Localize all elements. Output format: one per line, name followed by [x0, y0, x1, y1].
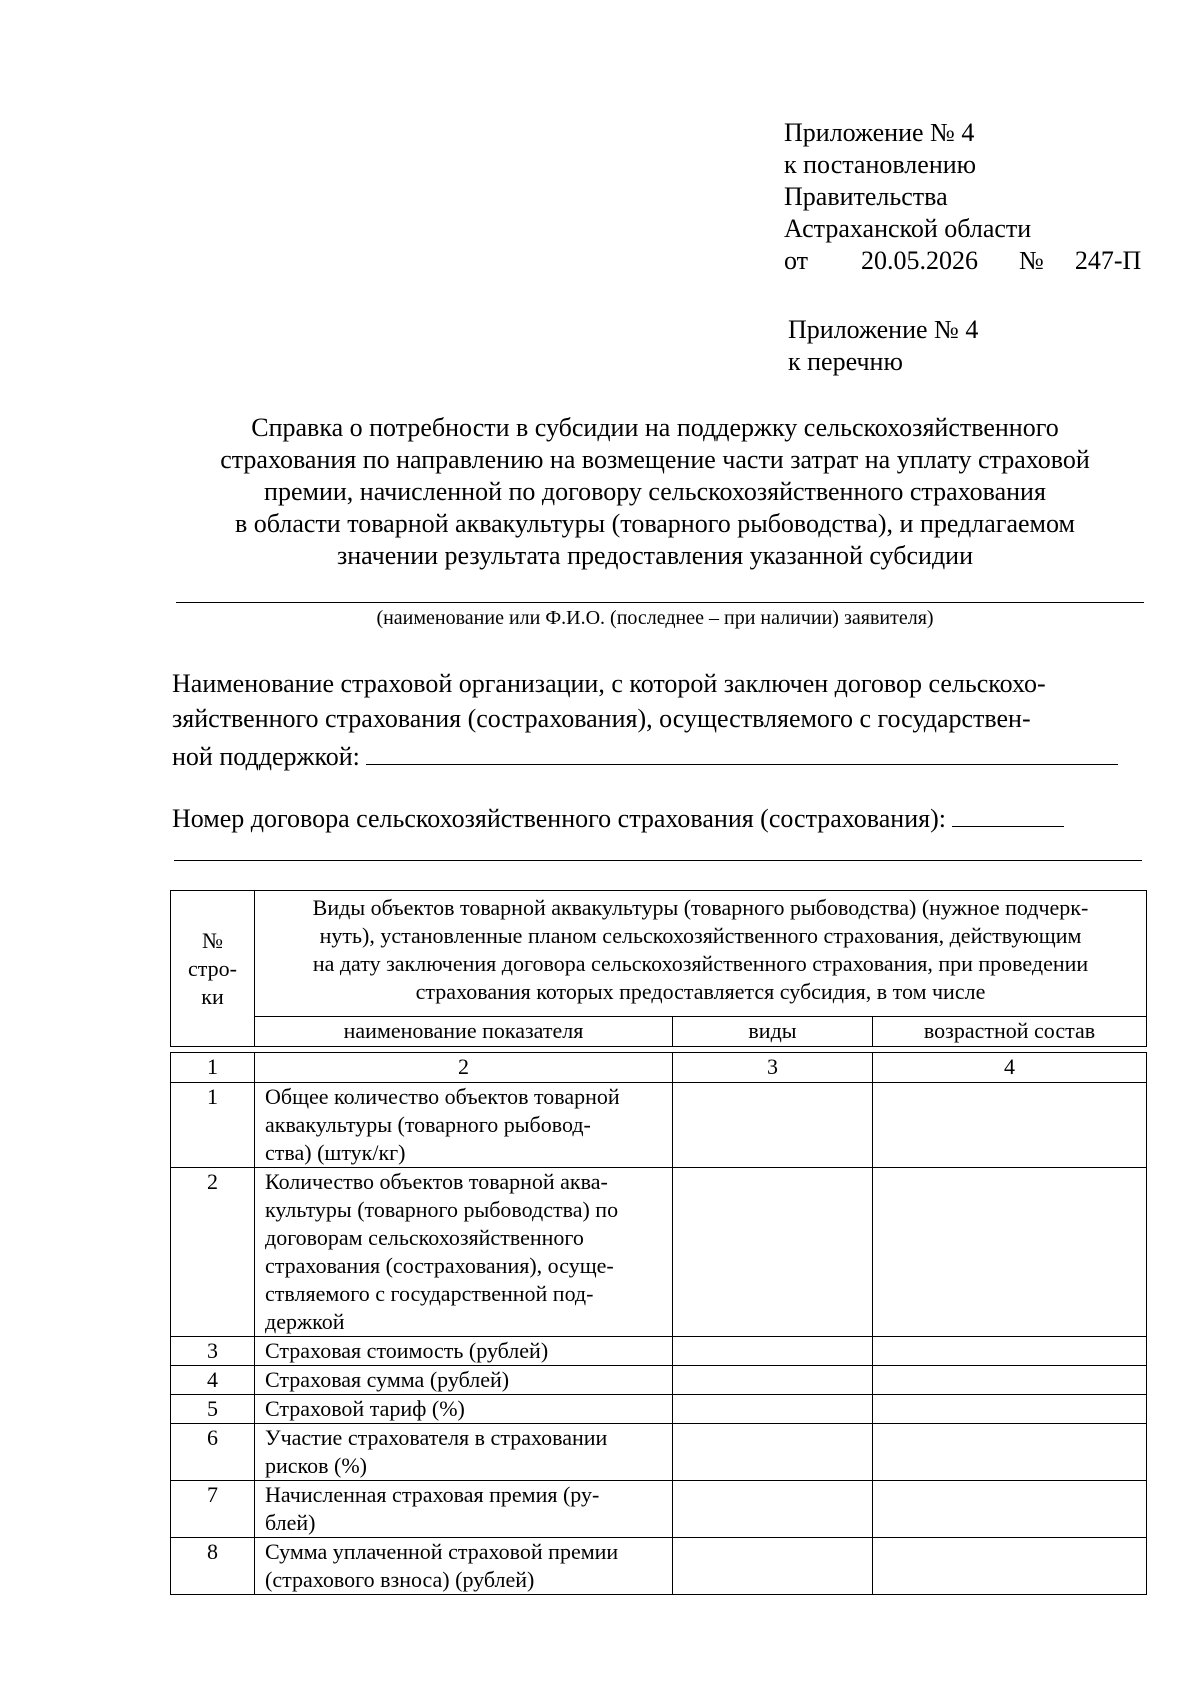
- indicator-name-line: Начисленная страховая премия (ру-: [265, 1482, 600, 1507]
- column-number: 3: [673, 1053, 873, 1083]
- table-row: [171, 1168, 1147, 1337]
- header-main-line: Виды объектов товарной аквакультуры (товарного рыбоводства) (нужное подчерк-: [312, 895, 1089, 920]
- indicator-name-line: Сумма уплаченной страховой премии: [265, 1539, 619, 1564]
- indicator-name-line: ствляемого с государственной под-: [265, 1281, 594, 1306]
- age-composition-cell[interactable]: [873, 1395, 1147, 1424]
- insurer-line-last: [172, 738, 1118, 773]
- appendix-line: Приложение № 4: [788, 315, 979, 344]
- number-prefix: №: [1019, 246, 1044, 275]
- appendix-line: Правительства: [784, 182, 948, 211]
- age-composition-cell[interactable]: [873, 1337, 1147, 1366]
- age-composition-cell[interactable]: [873, 1424, 1147, 1481]
- title-line: в области товарной аквакультуры (товарного рыбоводства), и предлагаемом: [235, 509, 1075, 538]
- row-number: 5: [171, 1395, 255, 1424]
- title-line: страхования по направлению на возмещение части затрат на уплату страховой: [220, 445, 1090, 474]
- indicator-name: [255, 1395, 673, 1424]
- indicator-name-line: Страховая стоимость (рублей): [265, 1338, 549, 1363]
- row-number: 3: [171, 1337, 255, 1366]
- applicant-caption: (наименование или Ф.И.О. (последнее – при наличии) заявителя): [376, 607, 934, 629]
- title-line: премии, начисленной по договору сельскохозяйственного страхования: [264, 477, 1046, 506]
- resolution-date: 20.05.2026: [861, 246, 979, 275]
- column-number: 1: [171, 1053, 255, 1083]
- header-main-line: на дату заключения договора сельскохозяйственного страхования, при проведении: [312, 951, 1089, 976]
- indicator-name-line: Количество объектов товарной аква-: [265, 1169, 608, 1194]
- title-line: Справка о потребности в субсидии на поддержку сельскохозяйственного: [251, 413, 1059, 442]
- types-cell[interactable]: [673, 1337, 873, 1366]
- subheader-types: виды: [673, 1017, 873, 1047]
- indicator-name-line: страхования (сострахования), осуще-: [265, 1253, 614, 1278]
- indicator-name: [255, 1168, 673, 1337]
- indicator-name-line: аквакультуры (товарного рыбовод-: [265, 1112, 591, 1137]
- subsidy-table: [170, 890, 1147, 1595]
- header-main: [255, 891, 1147, 1017]
- appendix-line: Астраханской области: [784, 214, 1032, 243]
- age-composition-cell[interactable]: [873, 1366, 1147, 1395]
- types-cell[interactable]: [673, 1168, 873, 1337]
- indicator-name-line: Участие страхователя в страховании: [265, 1425, 608, 1450]
- appendix-line: к постановлению: [784, 150, 977, 179]
- row-number: 7: [171, 1481, 255, 1538]
- indicator-name: [255, 1366, 673, 1395]
- indicator-name-line: держкой: [265, 1309, 345, 1334]
- table-row: [171, 1395, 1147, 1424]
- column-number: 2: [255, 1053, 673, 1083]
- indicator-name-line: (страхового взноса) (рублей): [265, 1567, 535, 1592]
- types-cell[interactable]: [673, 1481, 873, 1538]
- age-composition-cell[interactable]: [873, 1083, 1147, 1168]
- appendix-line: Приложение № 4: [784, 118, 975, 147]
- types-cell[interactable]: [673, 1366, 873, 1395]
- indicator-name: [255, 1337, 673, 1366]
- table-row: [171, 1424, 1147, 1481]
- indicator-name: [255, 1481, 673, 1538]
- insurer-name-field[interactable]: [366, 738, 1118, 765]
- contract-number-field-continuation[interactable]: [174, 860, 1142, 861]
- header-row-number: [171, 891, 255, 1047]
- contract-number-line: [172, 800, 1064, 835]
- age-composition-cell[interactable]: [873, 1538, 1147, 1595]
- row-number: 2: [171, 1168, 255, 1337]
- indicator-name-line: рисков (%): [265, 1453, 367, 1478]
- appendix-header: [784, 117, 1141, 277]
- title-line: значении результата предоставления указанной субсидии: [337, 541, 973, 570]
- document-title: [160, 412, 1150, 572]
- indicator-name: [255, 1424, 673, 1481]
- contract-number-field[interactable]: [952, 800, 1064, 827]
- date-prefix: от: [784, 246, 809, 275]
- indicator-name-line: Страховой тариф (%): [265, 1396, 465, 1421]
- indicator-name-line: Общее количество объектов товарной: [265, 1084, 620, 1109]
- row-number: 8: [171, 1538, 255, 1595]
- resolution-number: 247-П: [1074, 246, 1142, 275]
- insurer-line: Наименование страховой организации, с которой заключен договор сельскохо-: [172, 669, 1046, 698]
- table-row: [171, 1481, 1147, 1538]
- header-main-line: страхования которых предоставляется субсидия, в том числе: [415, 979, 986, 1004]
- indicator-name: [255, 1083, 673, 1168]
- indicator-name-line: договорам сельскохозяйственного: [265, 1225, 584, 1250]
- table-row: [171, 1083, 1147, 1168]
- applicant-name-field[interactable]: [176, 602, 1144, 603]
- row-number: 1: [171, 1083, 255, 1168]
- types-cell[interactable]: [673, 1538, 873, 1595]
- resolution-date-line: [784, 245, 1141, 277]
- row-number: 4: [171, 1366, 255, 1395]
- subheader-age-composition: возрастной состав: [873, 1017, 1147, 1047]
- header-row-number-line: №: [202, 927, 223, 953]
- header-main-line: нуть), установленные планом сельскохозяйственного страхования, действующим: [319, 923, 1082, 948]
- indicator-name-line: блей): [265, 1510, 316, 1535]
- contract-number-label: Номер договора сельскохозяйственного страхования (сострахования):: [172, 804, 946, 833]
- row-number: 6: [171, 1424, 255, 1481]
- header-row-number-line: стро-: [188, 955, 237, 981]
- indicator-name: [255, 1538, 673, 1595]
- table-row: [171, 1538, 1147, 1595]
- indicator-name-line: Страховая сумма (рублей): [265, 1367, 510, 1392]
- age-composition-cell[interactable]: [873, 1481, 1147, 1538]
- appendix-line: к перечню: [788, 347, 903, 376]
- types-cell[interactable]: [673, 1395, 873, 1424]
- insurer-label: ной поддержкой:: [172, 742, 360, 771]
- indicator-name-line: ства) (штук/кг): [265, 1140, 406, 1165]
- header-row-number-line: ки: [201, 983, 224, 1009]
- insurer-line: зяйственного страхования (сострахования), осуществляемого с государствен-: [172, 704, 1031, 733]
- column-number: 4: [873, 1053, 1147, 1083]
- indicator-name-line: культуры (товарного рыбоводства) по: [265, 1197, 619, 1222]
- types-cell[interactable]: [673, 1424, 873, 1481]
- age-composition-cell[interactable]: [873, 1168, 1147, 1337]
- types-cell[interactable]: [673, 1083, 873, 1168]
- table-row: [171, 1366, 1147, 1395]
- table-row: [171, 1337, 1147, 1366]
- appendix-to-list: [788, 314, 978, 378]
- subheader-indicator-name: наименование показателя: [255, 1017, 673, 1047]
